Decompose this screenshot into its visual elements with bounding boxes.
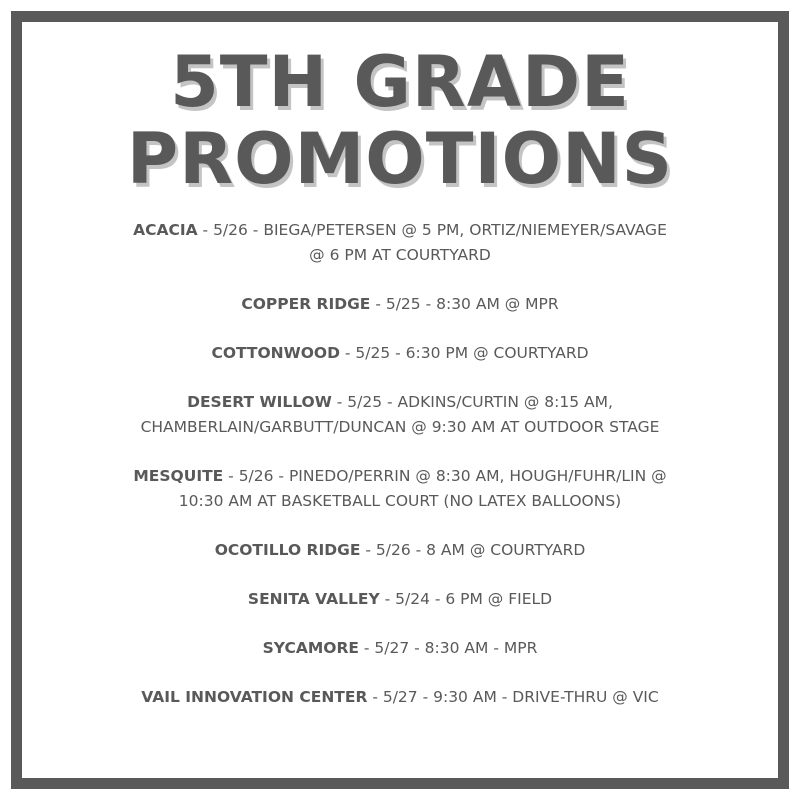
school-name: MESQUITE (133, 467, 224, 485)
list-item (30, 685, 770, 710)
schedule-details-continued: 10:30 AM AT BASKETBALL COURT (NO LATEX BALLOONS) (178, 492, 622, 510)
page-title (0, 41, 800, 200)
schedule-details-continued: @ 6 PM AT COURTYARD (309, 246, 491, 264)
schedule-details: - 5/27 - 9:30 AM - DRIVE-THRU @ VIC (367, 688, 659, 706)
list-item (30, 636, 770, 661)
schedule-details: - 5/26 - BIEGA/PETERSEN @ 5 PM, ORTIZ/NIEMEYER/SAVAGE (197, 221, 667, 239)
schedule-details: - 5/27 - 8:30 AM - MPR (358, 639, 538, 657)
list-item (30, 538, 770, 563)
school-name: COTTONWOOD (211, 344, 340, 362)
title-line-2: PROMOTIONS (126, 118, 674, 200)
school-name: DESERT WILLOW (187, 393, 332, 411)
schedule-details: - 5/26 - 8 AM @ COURTYARD (360, 541, 586, 559)
schedule-details: - 5/24 - 6 PM @ FIELD (379, 590, 553, 608)
list-item (30, 390, 770, 440)
schedule-details: - 5/26 - PINEDO/PERRIN @ 8:30 AM, HOUGH/FUHR/LIN @ (223, 467, 667, 485)
schedule-details: - 5/25 - ADKINS/CURTIN @ 8:15 AM, (331, 393, 613, 411)
list-item (30, 464, 770, 514)
list-item (30, 218, 770, 268)
school-name: SENITA VALLEY (247, 590, 380, 608)
title-line-1: 5TH GRADE (170, 41, 630, 123)
list-item (30, 341, 770, 366)
school-name: COPPER RIDGE (241, 295, 371, 313)
schedule-details: - 5/25 - 8:30 AM @ MPR (370, 295, 559, 313)
schedule-details: - 5/25 - 6:30 PM @ COURTYARD (339, 344, 589, 362)
list-item (30, 292, 770, 317)
school-name: OCOTILLO RIDGE (214, 541, 361, 559)
school-name: SYCAMORE (262, 639, 359, 657)
school-name: ACACIA (133, 221, 198, 239)
school-name: VAIL INNOVATION CENTER (141, 688, 368, 706)
promotion-schedule-list (30, 218, 770, 710)
schedule-details-continued: CHAMBERLAIN/GARBUTT/DUNCAN @ 9:30 AM AT OUTDOOR STAGE (140, 418, 660, 436)
list-item (30, 587, 770, 612)
